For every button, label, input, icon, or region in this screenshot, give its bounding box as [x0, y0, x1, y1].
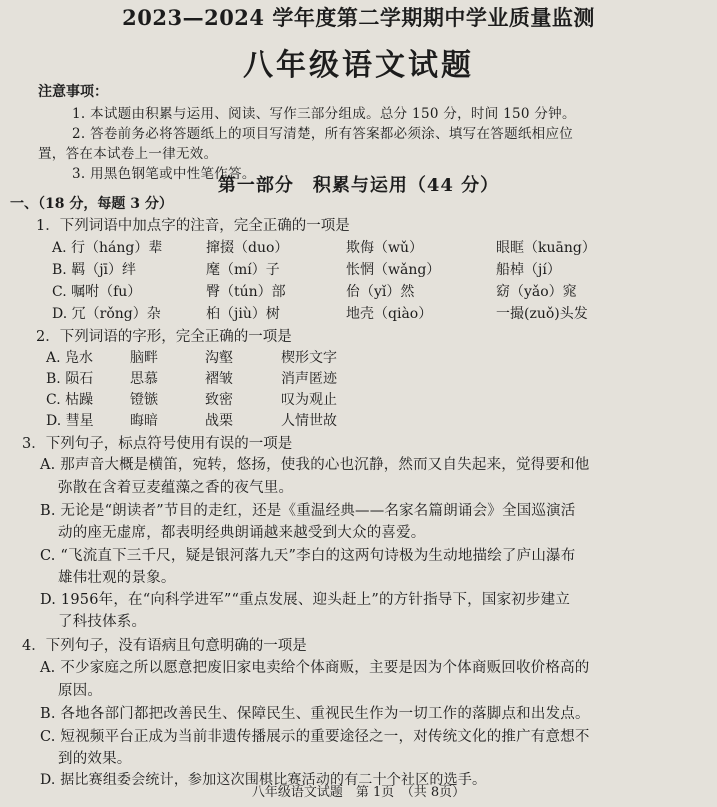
notice-item: 3. 用黑色钢笔或中性笔作答。 [72, 166, 256, 182]
q2-option: 沟壑 [205, 350, 233, 366]
q3-option-line: A. 那声音大概是横笛，宛转，悠扬，使我的心也沉静，然而又自失起来，觉得要和他 [40, 457, 590, 473]
q1-option: A. 行（háng）辈 [52, 240, 163, 256]
q2-option: 褶皱 [205, 371, 233, 387]
q1-option: 船棹（jí） [496, 262, 561, 278]
q1-option: 佁（yǐ）然 [346, 284, 415, 300]
q3-option-line: D. 1956年，在“向科学进军”“重点发展、迎头赶上”的方针指导下，国家初步建立 [40, 592, 571, 608]
q2-option: 人情世故 [281, 413, 337, 429]
question-2-stem: 2．下列词语的字形，完全正确的一项是 [36, 329, 292, 345]
q4-option-line: A. 不少家庭之所以愿意把废旧家电卖给个体商贩，主要是因为个体商贩回收价格高的 [40, 660, 590, 676]
q2-option: 楔形文字 [281, 350, 337, 366]
notice-item: 1. 本试题由积累与运用、阅读、写作三部分组成。总分 150 分，时间 150 分钟。 [72, 106, 576, 122]
q2-option: 叹为观止 [281, 392, 337, 408]
q2-option: B. 陨石 [46, 371, 94, 387]
notice-item: 2. 答卷前务必将答题纸上的项目写清楚，所有答案都必须涂、填写在答题纸相应位 [72, 126, 574, 142]
q1-option: 地壳（qiào） [346, 306, 433, 322]
q2-option: D. 彗星 [46, 413, 94, 429]
q2-option: 脑畔 [130, 350, 158, 366]
part-heading: 一、（18 分，每题 3 分） [10, 196, 173, 212]
q2-option: 致密 [205, 392, 233, 408]
exam-title-line1: 2023—2024 学年度第二学期期中学业质量监测 [122, 5, 595, 30]
q1-option: D. 冗（rǒng）杂 [52, 306, 161, 322]
q2-option: 镫镞 [130, 392, 158, 408]
q1-option: 麾（mí）子 [206, 262, 280, 278]
q1-option: 桕（jiù）树 [206, 306, 280, 322]
q3-option-line: B. 无论是“朗读者”节目的走红，还是《重温经典——名家名篇朗诵会》全国巡演活 [40, 503, 576, 519]
q4-option-line: B. 各地各部门都把改善民生、保障民生、重视民生作为一切工作的落脚点和出发点。 [40, 706, 590, 722]
q3-option-line: 动的座无虚席，都表明经典朗诵越来越受到大众的喜爱。 [58, 525, 426, 541]
q2-option: A. 凫水 [46, 350, 94, 366]
q4-option-line: D. 据比赛组委会统计，参加这次围棋比赛活动的有二十个社区的选手。 [40, 772, 487, 788]
q2-option: 战栗 [205, 413, 233, 429]
question-3-stem: 3．下列句子，标点符号使用有误的一项是 [22, 436, 293, 452]
q2-option: 思慕 [130, 371, 158, 387]
q1-option: 臀（tún）部 [206, 284, 286, 300]
q1-option: B. 羁（jī）绊 [52, 262, 137, 278]
q3-option-line: C. “飞流直下三千尺，疑是银河落九天”李白的这两句诗极为生动地描绘了庐山瀑布 [40, 548, 576, 564]
notice-heading: 注意事项： [38, 84, 108, 100]
q4-option-line: C. 短视频平台正成为当前非遗传播展示的重要途径之一，对传统文化的推广有意想不 [40, 729, 590, 745]
q1-option: 撺掇（duo） [206, 240, 289, 256]
q1-option: 一撮(zuǒ)头发 [496, 306, 588, 322]
q3-option-line: 雄伟壮观的景象。 [58, 570, 176, 586]
q2-option: C. 枯躁 [46, 392, 94, 408]
q1-option: 眼眶（kuāng） [496, 240, 596, 256]
q4-option-line: 到的效果。 [58, 751, 132, 767]
q1-option: C. 嘱咐（fu） [52, 284, 142, 300]
q1-option: 怅惘（wǎng） [346, 262, 441, 278]
notice-item: 置，答在本试卷上一律无效。 [38, 146, 218, 162]
q3-option-line: 了科技体系。 [58, 614, 147, 630]
question-4-stem: 4．下列句子，没有语病且句意明确的一项是 [22, 638, 307, 654]
q2-option: 消声匿迹 [281, 371, 337, 387]
page-footer: 八年级语文试题 第 1页 （共 8页） [251, 785, 466, 800]
q1-option: 窈（yǎo）窕 [496, 284, 577, 300]
q2-option: 晦暗 [130, 413, 158, 429]
section-title: 第一部分 积累与运用（44 分） [217, 175, 500, 196]
question-1-stem: 1．下列词语中加点字的注音，完全正确的一项是 [36, 218, 350, 234]
q4-option-line: 原因。 [58, 683, 103, 699]
q1-option: 欺侮（wǔ） [346, 240, 423, 256]
exam-title-line2: 八年级语文试题 [243, 48, 474, 83]
q3-option-line: 弥散在含着豆麦蕴藻之香的夜气里。 [58, 480, 294, 496]
